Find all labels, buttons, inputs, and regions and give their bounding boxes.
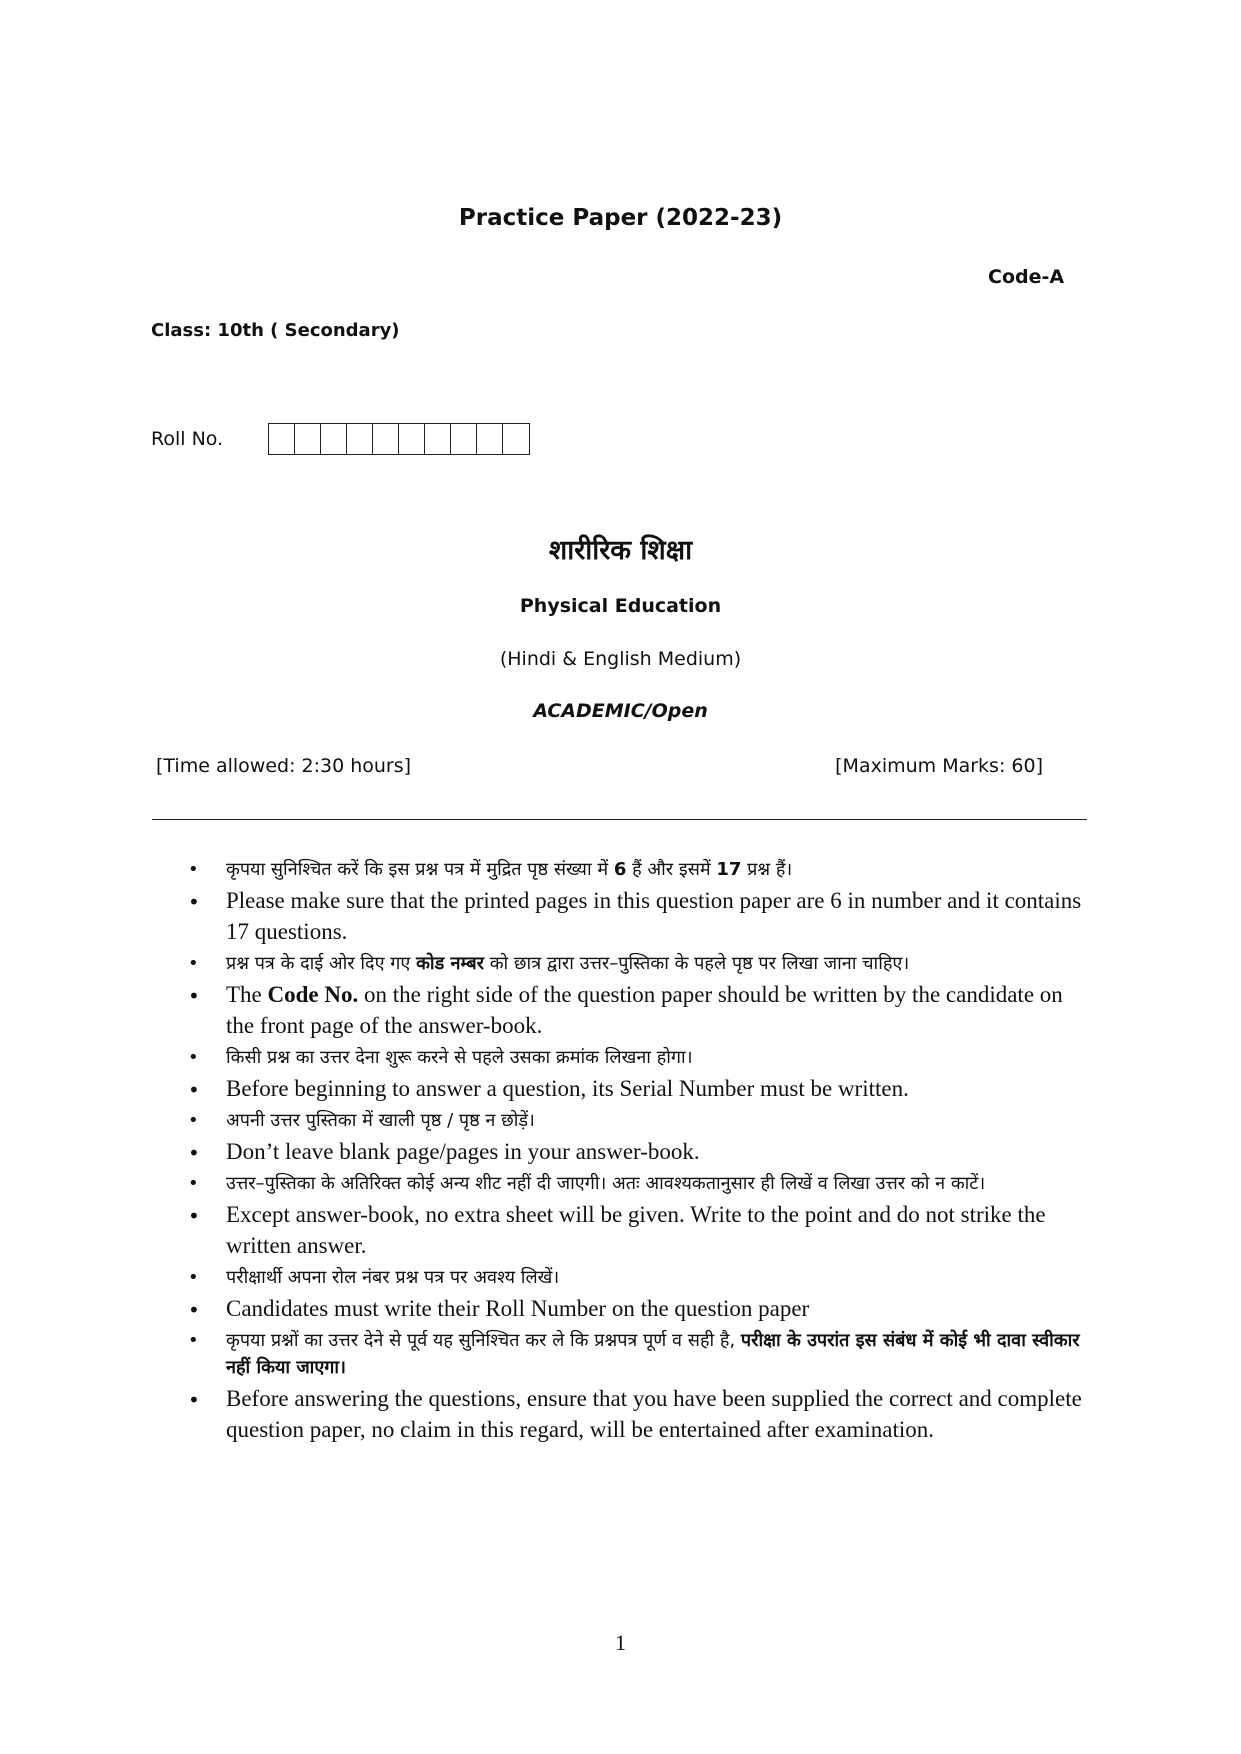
- subject-title-hindi: शारीरिक शिक्षा: [548, 535, 693, 566]
- instruction-item: • किसी प्रश्न का उत्तर देना शुरू करने से पहले उसका क्रमांक लिखना होगा।: [188, 1044, 1088, 1071]
- divider-line: [152, 819, 1087, 820]
- stream-label: ACADEMIC/Open: [533, 700, 708, 722]
- roll-number-box: [451, 424, 477, 454]
- class-label: Class: 10th ( Secondary): [151, 320, 400, 341]
- roll-number-box: [373, 424, 399, 454]
- claim-warning-emphasis: परीक्षा के उपरांत इस संबंध में कोई भी दावा स्वीकार नहीं किया जाएगा।: [226, 1330, 1080, 1378]
- instruction-text: कृपया प्रश्नों का उत्तर देने से पूर्व यह सुनिश्चित कर ले कि प्रश्नपत्र पूर्ण व सही है,: [226, 1330, 741, 1351]
- roll-number-label: Roll No.: [151, 428, 224, 450]
- paper-code: Code-A: [988, 266, 1065, 288]
- instruction-item: • Before answering the questions, ensure that you have been supplied the correct and complete question paper, no claim in this regard, will be entertained after examination.: [188, 1383, 1088, 1445]
- roll-number-boxes: [268, 423, 530, 455]
- instruction-item: • Please make sure that the printed pages in this question paper are 6 in number and it contains 17 questions.: [188, 885, 1088, 947]
- roll-number-box: [477, 424, 503, 454]
- subject-title-english: Physical Education: [519, 595, 722, 617]
- time-allowed: [Time allowed: 2:30 hours]: [156, 755, 412, 777]
- roll-number-box: [321, 424, 347, 454]
- code-number-emphasis: कोड नम्बर: [416, 953, 484, 974]
- instruction-item: • Except answer-book, no extra sheet will be given. Write to the point and do not strike the written answer.: [188, 1199, 1088, 1261]
- instruction-item: • Before beginning to answer a question, its Serial Number must be written.: [188, 1073, 1088, 1104]
- code-number-emphasis: Code No.: [267, 982, 359, 1007]
- instruction-item: [188, 856, 1088, 883]
- instruction-text: कृपया सुनिश्चित करें कि इस प्रश्न पत्र में मुद्रित पृष्ठ संख्या में: [226, 859, 614, 880]
- instructions-list: [188, 856, 1088, 1448]
- roll-number-box: [399, 424, 425, 454]
- instruction-item: • उत्तर–पुस्तिका के अतिरिक्त कोई अन्य शीट नहीं दी जाएगी। अतः आवश्यकतानुसार ही लिखें व लिखा उत्तर को न काटें।: [188, 1170, 1088, 1197]
- instruction-item: [188, 979, 1088, 1041]
- roll-number-box: [425, 424, 451, 454]
- instruction-text: प्रश्न हैं।: [741, 859, 793, 880]
- page-count: 6: [613, 859, 627, 880]
- roll-number-box: [295, 424, 321, 454]
- instruction-item: • अपनी उत्तर पुस्तिका में खाली पृष्ठ / पृष्ठ न छोड़ें।: [188, 1107, 1088, 1134]
- instruction-text: को छात्र द्वारा उत्तर–पुस्तिका के पहले पृष्ठ पर लिखा जाना चाहिए।: [483, 953, 910, 974]
- instruction-item: [188, 950, 1088, 977]
- instruction-item: • परीक्षार्थी अपना रोल नंबर प्रश्न पत्र पर अवश्य लिखें।: [188, 1264, 1088, 1291]
- roll-number-box: [347, 424, 373, 454]
- instruction-item: • Don’t leave blank page/pages in your answer-book.: [188, 1136, 1088, 1167]
- medium-label: (Hindi & English Medium): [499, 648, 742, 670]
- page-number: 1: [615, 1630, 626, 1655]
- maximum-marks: [Maximum Marks: 60]: [835, 755, 1043, 777]
- instruction-item: [188, 1327, 1088, 1381]
- roll-number-box: [269, 424, 295, 454]
- paper-title: Practice Paper (2022-23): [458, 205, 783, 231]
- roll-number-box: [503, 424, 529, 454]
- instruction-text: The: [226, 982, 268, 1007]
- instruction-item: • Candidates must write their Roll Number on the question paper: [188, 1293, 1088, 1324]
- instruction-text: on the right side of the question paper should be written by the candidate on the front page of the answer-book.: [226, 982, 1063, 1038]
- instruction-text: प्रश्न पत्र के दाई ओर दिए गए: [226, 953, 417, 974]
- question-count: 17: [716, 859, 742, 880]
- instruction-text: हैं और इसमें: [626, 859, 717, 880]
